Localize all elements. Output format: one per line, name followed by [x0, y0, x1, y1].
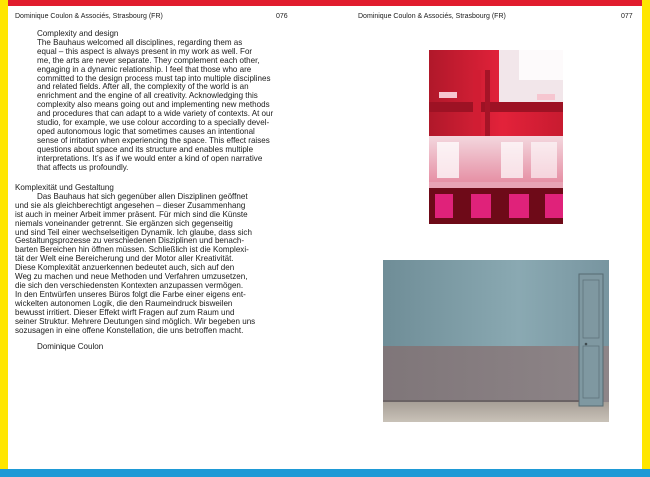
english-line: interpretations. It’s as if we would enter a kind of open narrative — [37, 153, 263, 163]
german-line: und sind Teil einer wechselseitigen Dynamik. Ich glaube, dass sich — [15, 227, 252, 237]
english-line: equal – this aspect is always present in my work as well. For — [37, 46, 253, 56]
english-line: me, the arts are never separate. They complement each other, — [37, 55, 260, 65]
english-line: oped autonomous logic that sometimes causes an intentional — [37, 126, 255, 136]
german-line: die sich den verschiedensten Kontexten anzupassen vermögen. — [15, 280, 244, 290]
english-line: sense of irritation when experiencing the space. This effect raises — [37, 135, 270, 145]
german-line: tät der Welt eine Bereicherung und der Motor aller Kreativität. — [15, 254, 234, 264]
english-heading: Complexity and design — [37, 29, 119, 38]
english-line: enrichment and the engine of all creativity. Acknowledging this — [37, 91, 258, 101]
top-red-bar — [0, 0, 650, 6]
german-section — [15, 184, 288, 352]
english-line: engaging in a dynamic relationship. I feel that those who are — [37, 64, 252, 74]
german-line: niemals voneinander getrennt. Sie ergänzen sich gegenseitig — [15, 218, 233, 228]
english-line: and related fields. After all, the complexity of the world is an — [37, 82, 249, 92]
red-interior-photo — [429, 50, 563, 224]
empty-room-photo — [383, 260, 609, 422]
german-line: Weg zu machen und neue Methoden und Verfahren umzusetzen, — [15, 272, 248, 282]
english-section — [15, 30, 288, 173]
german-line: bewusst irritiert. Dieser Effekt wirft Fragen auf zum Raum und — [15, 307, 235, 317]
german-line: Das Bauhaus hat sich gegenüber allen Disziplinen geöffnet — [37, 191, 248, 201]
german-line: barten Bereichen hin öffnen müssen. Schließlich ist die Komplexi- — [15, 245, 249, 255]
left-yellow-bar — [0, 0, 8, 477]
empty-room-illustration — [383, 260, 609, 422]
german-line: Gestaltungsprozesse zu verschiedenen Disziplinen und benach- — [15, 236, 245, 246]
right-running-head: Dominique Coulon & Associés, Strasbourg (FR) — [358, 13, 506, 20]
english-line: complexity also means going out and implementing new methods — [37, 100, 270, 110]
english-line: committed to the design process must tap into multiple disciplines — [37, 73, 271, 83]
english-line: questions about space and its structure and enables multiple — [37, 144, 254, 154]
red-interior-illustration — [429, 50, 563, 224]
bottom-blue-bar — [0, 469, 650, 477]
german-line: sozusagen in eine offene Konstellation, die uns betroffen macht. — [15, 325, 244, 335]
german-line: ist auch in meiner Arbeit immer präsent. Für mich sind die Künste — [15, 209, 248, 219]
german-line: Diese Komplexität anzuerkennen bedeutet auch, sich auf den — [15, 263, 235, 273]
german-line: und sie als gleichberechtigt angesehen – dieser Zusammenhang — [15, 200, 246, 210]
left-page-number: 076 — [276, 13, 288, 20]
english-line: and procedures that can adapt to a wide variety of contexts. At our — [37, 109, 274, 119]
german-line: wickelten autonomen Logik, die den Raumeindruck bisweilen — [15, 298, 233, 308]
german-heading: Komplexität und Gestaltung — [15, 183, 114, 192]
english-line: The Bauhaus welcomed all disciplines, regarding them as — [37, 37, 243, 47]
author-signature: Dominique Coulon — [37, 342, 104, 352]
right-yellow-bar — [642, 0, 650, 477]
german-line: In den Entwürfen unseres Büros folgt die Farbe einer eigens ent- — [15, 289, 246, 299]
german-line: seiner Struktur. Mehrere Deutungen sind möglich. Wir begeben uns — [15, 316, 256, 326]
right-page-number: 077 — [621, 13, 633, 20]
english-line: that affects us profoundly. — [37, 162, 129, 172]
english-line: studio, for example, we use colour according to a specially devel- — [37, 118, 270, 128]
left-running-head: Dominique Coulon & Associés, Strasbourg (FR) — [15, 13, 163, 20]
